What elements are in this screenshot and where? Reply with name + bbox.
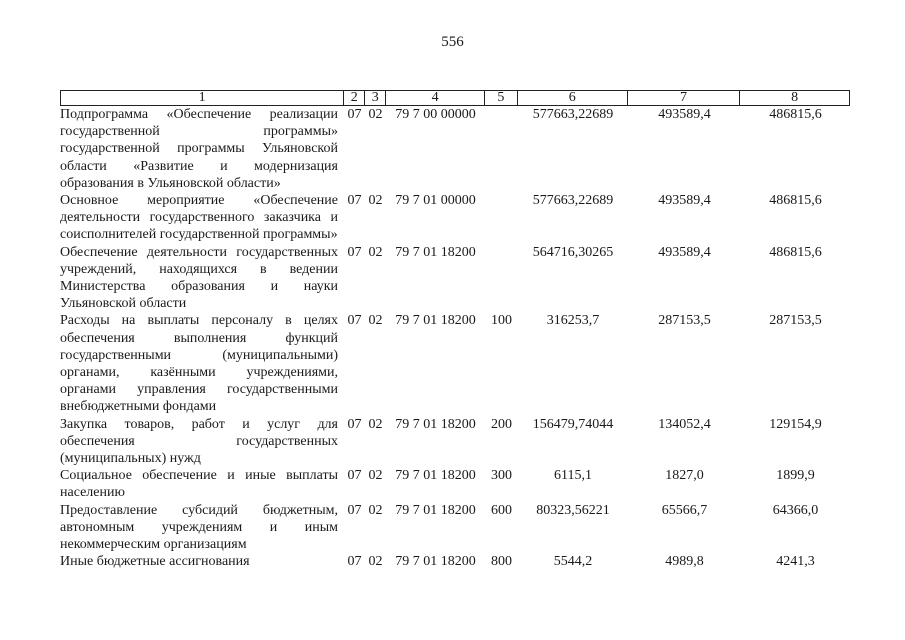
row-value-col6: 316253,7: [546, 313, 600, 329]
table-row: [60, 106, 850, 192]
row-subsection: 02: [368, 416, 383, 432]
row-value-col7: 493589,4: [658, 107, 711, 122]
row-name: Подпрограмма «Обеспечение реализации государственной программы» государственной программы Ульяновской области «Развитие и модернизация образования в Ульяновской области»: [60, 107, 338, 191]
table-row: [60, 244, 850, 313]
row-expense-type: 200: [491, 416, 512, 432]
row-target-code: 79 7 01 00000: [395, 193, 476, 209]
row-target-code: 79 7 01 18200: [395, 468, 476, 484]
row-name: Социальное обеспечение и иные выплаты населению: [60, 468, 338, 501]
row-value-col6: 5544,2: [553, 554, 593, 570]
row-section: 07: [347, 193, 362, 209]
row-name: Предоставление субсидий бюджетным, автономным учреждениям и иным некоммерческим организациям: [60, 502, 338, 553]
table-row: [60, 502, 850, 554]
row-name: Расходы на выплаты персоналу в целях обеспечения выполнения функций государственными (муниципальными) органами, казёнными учреждениями, органами управления государственными внебюджетными фондами: [60, 313, 338, 415]
table-header: [60, 90, 850, 106]
row-section: 07: [347, 244, 362, 260]
row-subsection: 02: [368, 193, 383, 209]
row-value-col7: 134052,4: [658, 416, 711, 432]
header-col-1: 1: [61, 91, 344, 105]
row-value-col7: 287153,5: [658, 313, 711, 329]
row-expense-type: 300: [491, 468, 512, 484]
row-value-col6: 80323,56221: [536, 502, 610, 518]
row-name: Обеспечение деятельности государственных учреждений, находящихся в ведении Министерства образования и науки Ульяновской области: [60, 244, 338, 312]
row-value-col8: 287153,5: [769, 313, 822, 329]
row-target-code: 79 7 01 18200: [395, 416, 476, 432]
row-name: Иные бюджетные ассигнования: [60, 554, 250, 570]
header-col-8: 8: [791, 90, 799, 105]
header-col-5: 5: [485, 91, 518, 105]
row-expense-type: 100: [491, 313, 512, 329]
row-target-code: 79 7 01 18200: [395, 502, 476, 518]
row-value-col7: 493589,4: [658, 244, 711, 260]
header-col-2: 2: [344, 91, 365, 105]
row-target-code: 79 7 00 00000: [395, 107, 476, 122]
header-col-4: 4: [386, 91, 485, 105]
row-name: Закупка товаров, работ и услуг для обеспечения государственных (муниципальных) нужд: [60, 416, 338, 467]
row-subsection: 02: [368, 313, 383, 329]
row-value-col6: 564716,30265: [532, 244, 614, 260]
table-row: [60, 467, 850, 501]
row-value-col6: 156479,74044: [532, 416, 614, 432]
row-value-col6: 577663,22689: [532, 107, 614, 122]
row-value-col8: 129154,9: [769, 416, 822, 432]
row-section: 07: [347, 502, 362, 518]
row-target-code: 79 7 01 18200: [395, 244, 476, 260]
row-value-col7: 4989,8: [665, 554, 704, 570]
table-row: [60, 553, 850, 570]
header-col-3: 3: [365, 91, 386, 105]
table-body: [60, 106, 850, 570]
row-value-col8: 4241,3: [776, 554, 815, 570]
table-row: [60, 416, 850, 468]
row-subsection: 02: [368, 554, 383, 570]
header-col-6: 6: [518, 91, 628, 105]
row-value-col8: 486815,6: [769, 107, 822, 122]
row-value-col6: 6115,1: [554, 468, 592, 484]
row-expense-type: 800: [491, 554, 512, 570]
row-section: 07: [347, 107, 362, 122]
row-value-col8: 1899,9: [776, 468, 815, 484]
page-number: 556: [441, 34, 464, 50]
row-target-code: 79 7 01 18200: [395, 313, 476, 329]
row-subsection: 02: [368, 468, 383, 484]
header-col-7: 7: [628, 91, 741, 105]
row-value-col6: 577663,22689: [532, 193, 614, 209]
row-expense-type: 600: [491, 502, 512, 518]
row-subsection: 02: [368, 502, 383, 518]
table-row: [60, 312, 850, 415]
row-section: 07: [347, 313, 362, 329]
row-value-col8: 486815,6: [769, 193, 822, 209]
row-target-code: 79 7 01 18200: [395, 554, 476, 570]
row-section: 07: [347, 416, 362, 432]
table-row: [60, 192, 850, 244]
row-value-col7: 65566,7: [661, 502, 708, 518]
row-value-col7: 1827,0: [665, 468, 704, 484]
row-name: Основное мероприятие «Обеспечение деятельности государственного заказчика и соисполнителей государственной программы»: [60, 193, 338, 243]
row-value-col8: 486815,6: [769, 244, 822, 260]
row-subsection: 02: [368, 107, 383, 122]
row-section: 07: [347, 468, 362, 484]
row-value-col8: 64366,0: [772, 502, 819, 518]
row-section: 07: [347, 554, 362, 570]
row-value-col7: 493589,4: [658, 193, 711, 209]
row-subsection: 02: [368, 244, 383, 260]
